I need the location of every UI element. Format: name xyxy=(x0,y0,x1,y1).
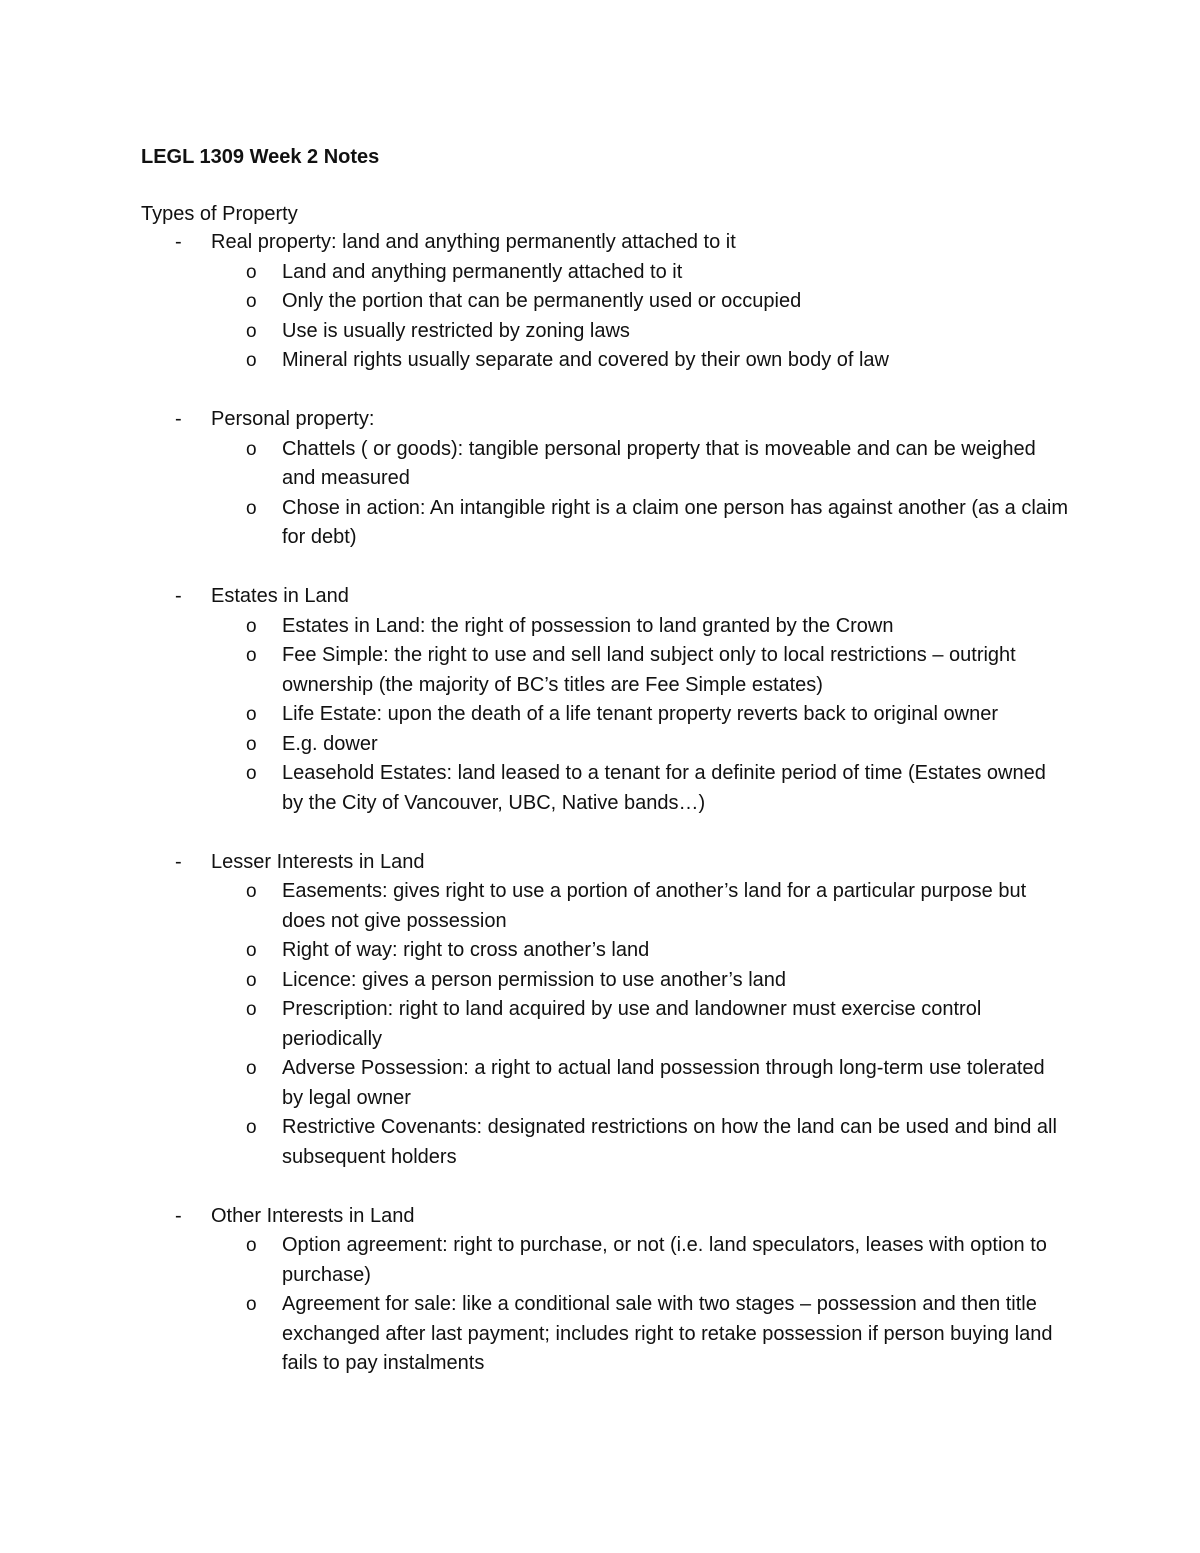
circle-bullet-icon: o xyxy=(246,615,257,637)
list-item xyxy=(0,995,1200,1054)
outline-section xyxy=(0,405,1200,553)
bullet-list xyxy=(0,435,1200,553)
circle-bullet-icon: o xyxy=(246,438,257,460)
circle-bullet-icon: o xyxy=(246,1235,257,1256)
dash-marker: - xyxy=(175,408,182,430)
circle-bullet-icon: o xyxy=(246,969,257,991)
list-item-text: Life Estate: upon the death of a life tenant property reverts back to original owner xyxy=(282,703,998,725)
circle-bullet-icon: o xyxy=(246,291,257,312)
circle-bullet-icon: o xyxy=(246,320,257,342)
circle-bullet-icon: o xyxy=(246,645,257,666)
circle-bullet-icon: o xyxy=(246,497,257,519)
bullet-list xyxy=(0,258,1200,376)
list-item-text: Land and anything permanently attached to it xyxy=(282,260,683,283)
list-item-text: Fee Simple: the right to use and sell land subject only to local restrictions – outright ownership (the majority of BC’s titles are Fee Simple estates) xyxy=(282,644,1016,696)
circle-bullet-icon: o xyxy=(246,940,257,961)
outline-section xyxy=(0,1202,1200,1379)
section-label: Other Interests in Land xyxy=(211,1204,415,1227)
list-item xyxy=(0,1290,1200,1379)
list-item xyxy=(0,258,1200,288)
circle-bullet-icon: o xyxy=(246,1117,257,1138)
circle-bullet-icon: o xyxy=(246,881,257,902)
dash-marker: - xyxy=(175,231,182,253)
list-item-text: Prescription: right to land acquired by use and landowner must exercise control periodically xyxy=(282,998,982,1050)
list-item-text: Estates in Land: the right of possession to land granted by the Crown xyxy=(282,614,894,637)
section-label-row xyxy=(0,405,1051,435)
list-item-text: Adverse Possession: a right to actual land possession through long-term use tolerated by legal owner xyxy=(282,1057,1045,1109)
circle-bullet-icon: o xyxy=(246,763,257,784)
list-item xyxy=(0,1113,1200,1172)
dash-marker: - xyxy=(175,585,182,607)
list-item-text: Easements: gives right to use a portion of another’s land for a particular purpose but does not give possession xyxy=(282,880,1027,932)
section-label-row xyxy=(0,1202,1051,1232)
list-item-text: Mineral rights usually separate and covered by their own body of law xyxy=(282,349,889,371)
list-item xyxy=(0,759,1200,818)
list-item xyxy=(0,346,1200,376)
list-item-text: Leasehold Estates: land leased to a tenant for a definite period of time (Estates owned by the City of Vancouver, UBC, Native bands…) xyxy=(282,762,1046,814)
section-label-row xyxy=(0,848,1051,878)
list-item-text: E.g. dower xyxy=(282,732,378,755)
list-item-text: Right of way: right to cross another’s land xyxy=(282,939,650,961)
list-item-text: Licence: gives a person permission to use another’s land xyxy=(282,968,787,991)
section-label: Lesser Interests in Land xyxy=(211,850,425,873)
bullet-list xyxy=(0,877,1200,1172)
list-item xyxy=(0,641,1200,700)
list-item xyxy=(0,612,1200,642)
section-label-row xyxy=(0,228,1051,258)
list-item xyxy=(0,730,1200,760)
bullet-list xyxy=(0,612,1200,819)
notes-body xyxy=(0,228,1200,1379)
list-item xyxy=(0,966,1200,996)
list-item xyxy=(0,936,1200,966)
circle-bullet-icon: o xyxy=(246,261,257,283)
circle-bullet-icon: o xyxy=(246,1058,257,1079)
circle-bullet-icon: o xyxy=(246,733,257,755)
list-item xyxy=(0,494,1200,553)
list-item-text: Chose in action: An intangible right is a claim one person has against another (as a claim for debt) xyxy=(282,496,1069,548)
outline-section xyxy=(0,582,1200,818)
list-item-text: Use is usually restricted by zoning laws xyxy=(282,319,630,342)
list-item xyxy=(0,877,1200,936)
dash-marker: - xyxy=(175,850,182,873)
list-item-text: Option agreement: right to purchase, or not (i.e. land speculators, leases with option to purchase) xyxy=(282,1234,1047,1286)
list-item xyxy=(0,1054,1200,1113)
list-item xyxy=(0,700,1200,730)
section-label: Personal property: xyxy=(211,408,375,430)
list-item xyxy=(0,435,1200,494)
section-heading: Types of Property xyxy=(141,203,298,225)
list-item xyxy=(0,1231,1200,1290)
document-title: LEGL 1309 Week 2 Notes xyxy=(141,146,380,168)
section-label: Real property: land and anything permanently attached to it xyxy=(211,231,736,253)
bullet-list xyxy=(0,1231,1200,1379)
list-item xyxy=(0,287,1200,317)
list-item-text: Restrictive Covenants: designated restrictions on how the land can be used and bind all subsequent holders xyxy=(282,1116,1057,1168)
outline-section xyxy=(0,848,1200,1173)
circle-bullet-icon: o xyxy=(246,999,257,1020)
section-label-row xyxy=(0,582,1051,612)
circle-bullet-icon: o xyxy=(246,1294,257,1315)
circle-bullet-icon: o xyxy=(246,704,257,725)
dash-marker: - xyxy=(175,1204,182,1227)
circle-bullet-icon: o xyxy=(246,350,257,371)
list-item-text: Agreement for sale: like a conditional sale with two stages – possession and then title exchanged after last payment; includes right to retake possession if person buying land fails to pay instalments xyxy=(282,1293,1053,1374)
outline-section xyxy=(0,228,1200,376)
list-item xyxy=(0,317,1200,347)
list-item-text: Only the portion that can be permanently used or occupied xyxy=(282,290,802,312)
section-label: Estates in Land xyxy=(211,585,349,607)
list-item-text: Chattels ( or goods): tangible personal property that is moveable and can be weighed and measured xyxy=(282,437,1036,489)
